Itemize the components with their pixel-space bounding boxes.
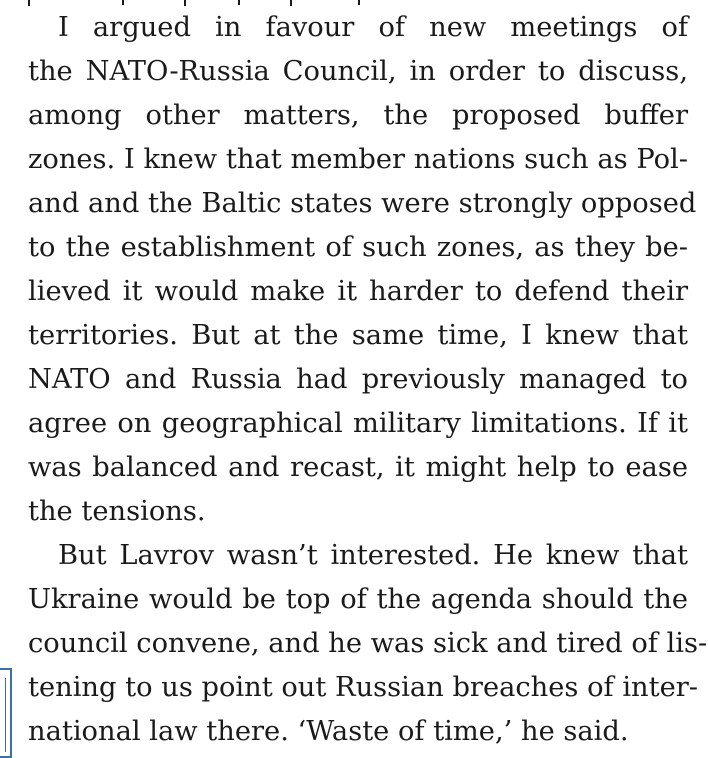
text-line: agree on geographical military limitations. If it bbox=[28, 408, 688, 439]
text-line: Ukraine would be top of the agenda should the bbox=[28, 584, 688, 615]
text-line: I argued in favour of new meetings of bbox=[58, 12, 688, 43]
body-text[interactable] bbox=[28, 6, 708, 754]
text-line: tening to us point out Russian breaches of inter- bbox=[28, 672, 699, 703]
text-line: was balanced and recast, it might help to ease bbox=[28, 452, 688, 483]
text-line: territories. But at the same time, I knew that bbox=[28, 320, 688, 351]
text-line: and and the Baltic states were strongly opposed bbox=[28, 188, 697, 219]
page-edge-marker[interactable] bbox=[0, 668, 12, 758]
page-edge-marker-inner bbox=[0, 678, 6, 752]
text-line: But Lavrov wasn’t interested. He knew that bbox=[58, 540, 688, 571]
text-line: lieved it would make it harder to defend their bbox=[28, 276, 688, 307]
text-line: the tensions. bbox=[28, 496, 206, 527]
text-line: to the establishment of such zones, as they be- bbox=[28, 232, 688, 263]
text-line: national law there. ‘Waste of time,’ he said. bbox=[28, 716, 629, 747]
text-line: council convene, and he was sick and tired of lis- bbox=[28, 628, 708, 659]
paragraph-2[interactable] bbox=[28, 534, 708, 754]
text-line: the NATO-Russia Council, in order to discuss, bbox=[28, 56, 688, 87]
text-line: NATO and Russia had previously managed to bbox=[28, 364, 688, 395]
text-line: among other matters, the proposed buffer bbox=[28, 100, 688, 131]
paragraph-1[interactable] bbox=[28, 6, 697, 534]
text-line: zones. I knew that member nations such as Pol- bbox=[28, 144, 688, 175]
